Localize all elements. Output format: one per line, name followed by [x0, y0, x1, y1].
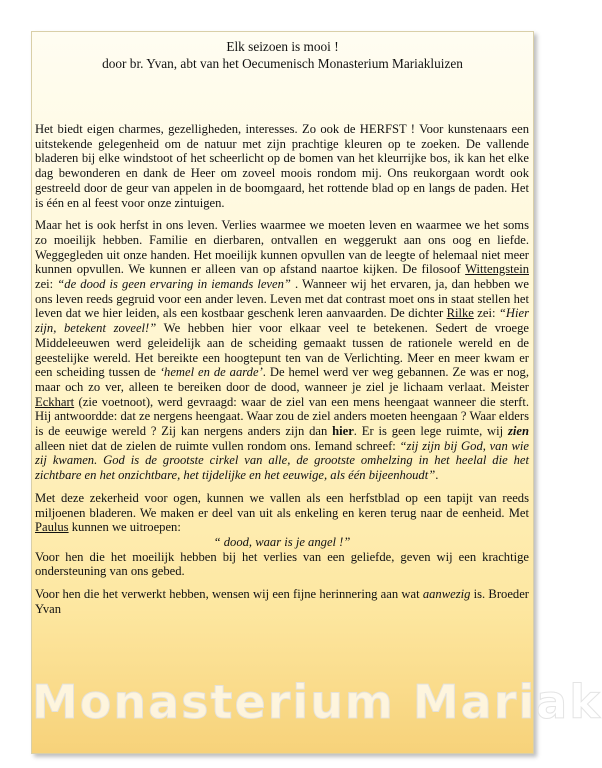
paragraph-closing: Voor hen die het verwerkt hebben, wensen wij een fijne herinnering aan wat aanwezig is. Broeder Yvan	[35, 587, 529, 616]
paulus-reference: Paulus	[35, 520, 69, 535]
wittgenstein-quote: “de dood is geen ervaring in iemands leven”	[57, 277, 291, 292]
emphasis-hier: hier	[332, 424, 354, 439]
emphasis-aanwezig: aanwezig	[422, 587, 471, 602]
document-subtitle: door br. Yvan, abt van het Oecumenisch Monasterium Mariakluizen	[102, 56, 463, 71]
document-page	[31, 31, 602, 754]
paragraph-autumn-nature: Het biedt eigen charmes, gezelligheden, interesses. Zo ook de HERFST ! Voor kunstenaars een uitstekende gelegenheid om de natuur met zijn prachtige kleuren op te zoeken. De vallende bladeren bij elke windstoot of het scheerlicht op de bomen van het kleurrijke bos, ik kan het elke dag bewonderen en dank de Heer om zoveel moois rondom mij. Ons reukorgaan wordt ook gestreeld door de geur van appelen in de boomgaard, het rottende blad op en langs de paden. Het is één en al feest voor onze zintuigen.	[35, 122, 529, 210]
paragraph-prayer: Voor hen die het moeilijk hebben bij het verlies van een geliefde, geven wij een krachtige ondersteuning van ons gebed.	[35, 549, 529, 579]
document-title: Elk seizoen is mooi !	[226, 39, 339, 54]
eckhart-reference: Eckhart	[35, 394, 75, 409]
watermark-text: Monasterium Mariak	[32, 675, 602, 729]
heaven-earth-quote: ‘hemel en de aarde’	[159, 365, 263, 380]
rilke-reference: Rilke	[446, 306, 474, 321]
paragraph-certainty: Met deze zekerheid voor ogen, kunnen we vallen als een herfstblad op een tapijt van reeds miljoenen bladeren. We maken er deel van uit als enkeling en keren terug naar de eenheid. Met Paulus kunnen we uitroepen:	[35, 490, 529, 535]
paulus-quote: “ dood, waar is je angel !”	[213, 534, 351, 549]
god-circle-quote: “zij zijn bij God, van wie zij kwamen. God is de grootste cirkel van alle, de grootste omhelzing in het heelal die het zichtbare en het onzichtbare, het tijdelijke en het eeuwige, als één bijeenhoudt”	[35, 438, 529, 483]
paragraph-autumn-life: Maar het is ook herfst in ons leven. Verlies waarmee we moeten leven en waarmee we het soms zo moeilijk hebben. Familie en dierbaren, ontvallen en weggerukt aan ons oog en liefde. Weggegleden uit onze handen. Het moeilijk kunnen opvullen van de leegte of helemaal niet meer kunnen opvullen. We kunnen er alleen van op afstand naartoe kijken. De filosoof Wittengstein zei: “de dood is geen ervaring in iemands leven” . Wanneer wij het ervaren, ja, dan hebben we ons leven reeds gegruid voor een ander leven. Leven met dat contrast moet ons in staat stellen het leven dat we hier leiden, als een kostbaar geschenk leren aanvaarden. De dichter Rilke zei: “Hier zijn, betekent zoveel!” We hebben hier voor elkaar veel te betekenen. Sedert de vroege Middeleeuwen werd geleidelijk aan de scheiding gemaakt tussen de rationele wereld en de geestelijke wereld. Het bereikte een hoogtepunt ten van de Verlichting. Meer en meer kwam er een scheiding tussen de ‘hemel en de aarde’. De hemel werd ver weg gebannen. Ze was er nog, maar och zo ver, alleen te bereiken door de dood, wanneer je ziel je lichaam verlaat. Meister Eckhart (zie voetnoot), werd gevraagd: waar de ziel van een mens heengaat wanneer die sterft. Hij antwoordde: dat ze nergens heengaat. Waar zou de ziel anders moeten heengaan ? Waar elders is de eeuwige wereld ? Zij kan nergens anders zijn dan hier. Er is geen lege ruimte, wij zien alleen niet dat de zielen de ruimte vullen rondom ons. Iemand schreef: “zij zijn bij God, van wie zij kwamen. God is de grootste cirkel van alle, de grootste omhelzing in het heelal die het zichtbare en het onzichtbare, het tijdelijke en het eeuwige, als één bijeenhoudt”.	[35, 218, 529, 483]
article-body	[35, 122, 529, 625]
rilke-quote: “Hier zijn, betekent zoveel!”	[35, 306, 529, 336]
wittgenstein-reference: Wittengstein	[465, 262, 529, 277]
emphasis-zien: zien	[508, 424, 529, 439]
